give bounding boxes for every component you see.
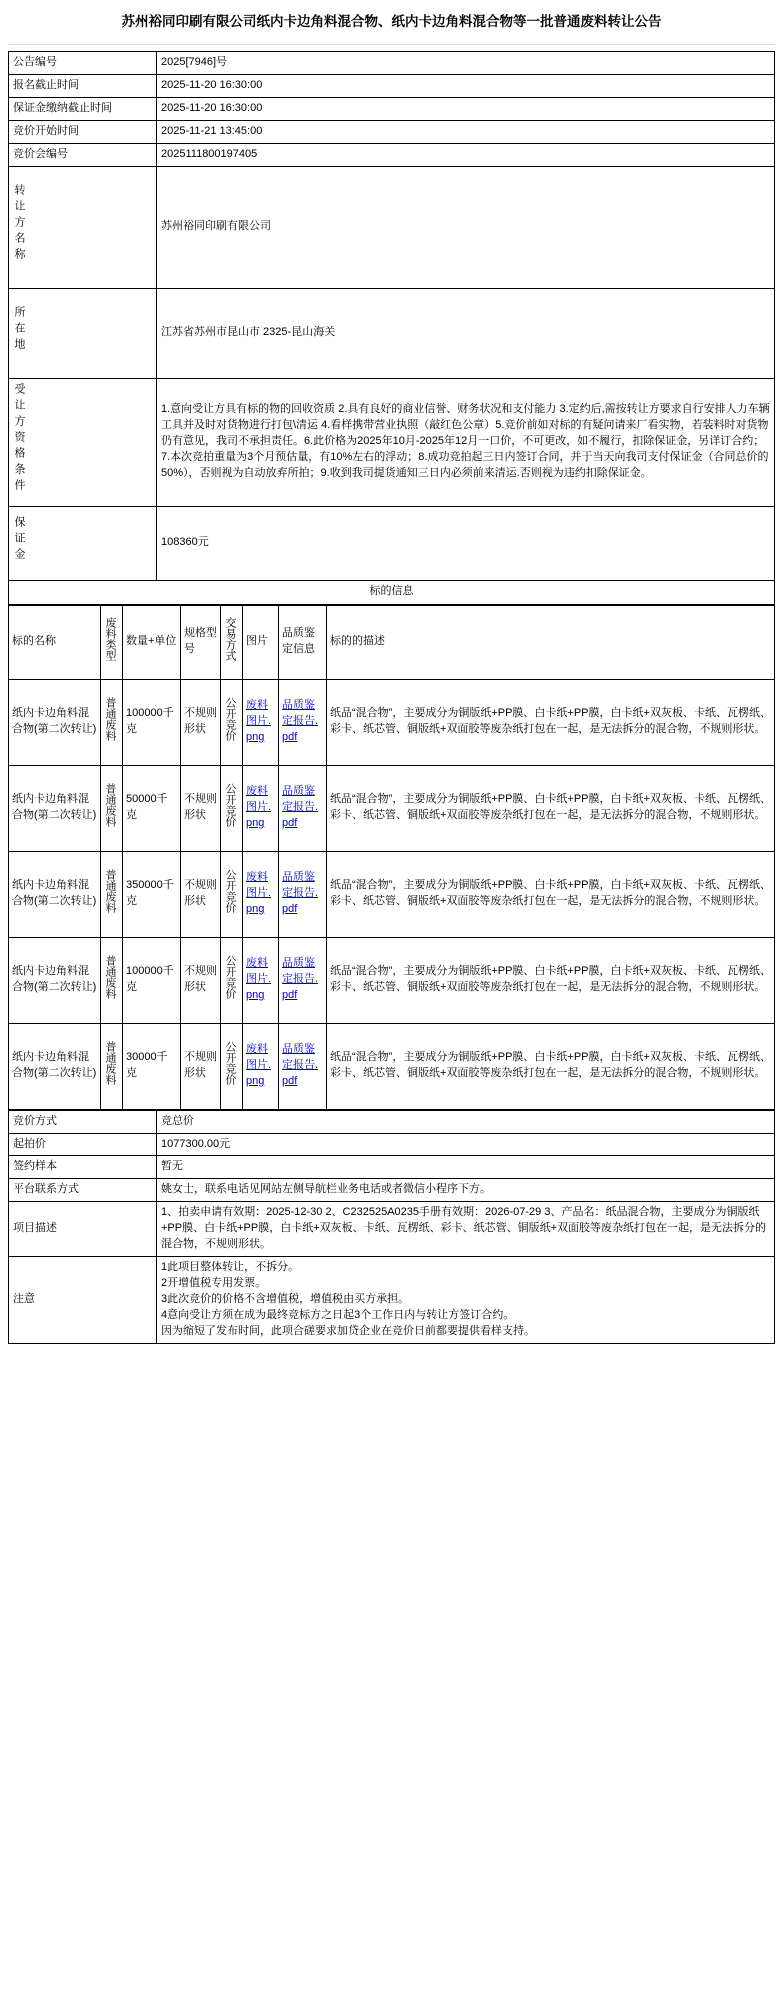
row-value-contract-sample: 暂无 <box>157 1156 775 1179</box>
footer-info-table <box>8 1110 775 1344</box>
notice-line: 4意向受让方须在成为最终竞标方之日起3个工作日内与转让方签订合约。 <box>161 1308 515 1321</box>
cell-quantity: 100000千克 <box>123 679 181 765</box>
column-header-quantity: 数量+单位 <box>123 605 181 679</box>
notice-line: 1此项目整体转让，不拆分。 <box>161 1261 300 1274</box>
row-label-bid-mode: 竞价方式 <box>9 1110 157 1133</box>
cell-picture[interactable] <box>243 679 279 765</box>
row-label-deposit-deadline: 保证金缴纳截止时间 <box>9 97 157 120</box>
cell-spec: 不规则形状 <box>181 937 221 1023</box>
table-row <box>9 51 775 74</box>
table-row <box>9 143 775 166</box>
cell-item-name: 纸内卡边角料混合物(第二次转让) <box>9 1023 101 1109</box>
cell-trade-mode: 公开竞价 <box>221 1023 243 1109</box>
table-row <box>9 1202 775 1257</box>
column-header-description: 标的的描述 <box>327 605 775 679</box>
cell-waste-type: 普通废料 <box>101 765 123 851</box>
row-label-bidding-session-no: 竞价会编号 <box>9 143 157 166</box>
cell-item-name: 纸内卡边角料混合物(第二次转让) <box>9 765 101 851</box>
column-header-trade-mode: 交易方式 <box>221 605 243 679</box>
cell-description: 纸品“混合物”，主要成分为铜版纸+PP膜、白卡纸+PP膜，白卡纸+双灰板、卡纸、瓦楞纸、彩卡、纸芯管、铜版纸+双面胶等废杂纸打包在一起，是无法拆分的混合物，不规则形状。 <box>327 765 775 851</box>
row-value-location: 江苏省苏州市昆山市 2325-昆山海关 <box>157 288 775 378</box>
cell-trade-mode: 公开竞价 <box>221 851 243 937</box>
quality-report-link[interactable]: 品质鉴定报告.pdf <box>282 699 319 744</box>
table-row <box>9 1257 775 1344</box>
cell-description: 纸品“混合物”，主要成分为铜版纸+PP膜、白卡纸+PP膜，白卡纸+双灰板、卡纸、瓦楞纸、彩卡、纸芯管、铜版纸+双面胶等废杂纸打包在一起，是无法拆分的混合物，不规则形状。 <box>327 679 775 765</box>
cell-item-name: 纸内卡边角料混合物(第二次转让) <box>9 937 101 1023</box>
table-row <box>9 74 775 97</box>
cell-quality-report[interactable] <box>279 679 327 765</box>
cell-quality-report[interactable] <box>279 851 327 937</box>
items-section-heading-row <box>9 580 775 604</box>
cell-picture[interactable] <box>243 1023 279 1109</box>
waste-picture-link[interactable]: 废料图片.png <box>246 699 272 744</box>
page-title: 苏州裕同印刷有限公司纸内卡边角料混合物、纸内卡边角料混合物等一批普通废料转让公告 <box>121 14 662 29</box>
row-label-notice: 注意 <box>9 1257 157 1344</box>
cell-picture[interactable] <box>243 937 279 1023</box>
quality-report-link[interactable]: 品质鉴定报告.pdf <box>282 1043 319 1088</box>
cell-trade-mode: 公开竞价 <box>221 937 243 1023</box>
table-row <box>9 288 775 378</box>
row-value-bidding-start-time: 2025-11-21 13:45:00 <box>157 120 775 143</box>
row-value-platform-contact: 姚女士，联系电话见网站左侧导航栏业务电话或者微信小程序下方。 <box>157 1179 775 1202</box>
cell-quality-report[interactable] <box>279 1023 327 1109</box>
cell-waste-type: 普通废料 <box>101 679 123 765</box>
row-value-deposit: 108360元 <box>157 506 775 580</box>
table-row <box>9 1110 775 1133</box>
cell-description: 纸品“混合物”，主要成分为铜版纸+PP膜、白卡纸+PP膜，白卡纸+双灰板、卡纸、瓦楞纸、彩卡、纸芯管、铜版纸+双面胶等废杂纸打包在一起，是无法拆分的混合物，不规则形状。 <box>327 937 775 1023</box>
table-row <box>9 506 775 580</box>
table-row <box>9 166 775 288</box>
cell-item-name: 纸内卡边角料混合物(第二次转让) <box>9 851 101 937</box>
row-value-start-price: 1077300.00元 <box>157 1133 775 1156</box>
row-label-start-price: 起拍价 <box>9 1133 157 1156</box>
row-label-bidding-start-time: 竞价开始时间 <box>9 120 157 143</box>
row-label-qualification: 受让方资格条件 <box>9 378 157 506</box>
row-label-platform-contact: 平台联系方式 <box>9 1179 157 1202</box>
row-label-announcement-no: 公告编号 <box>9 51 157 74</box>
column-header-waste-type: 废料类型 <box>101 605 123 679</box>
cell-quality-report[interactable] <box>279 765 327 851</box>
row-value-transferor-name: 苏州裕同印刷有限公司 <box>157 166 775 288</box>
row-label-project-description: 项目描述 <box>9 1202 157 1257</box>
column-header-spec-model: 规格型号 <box>181 605 221 679</box>
row-value-notice <box>157 1257 775 1344</box>
table-row <box>9 1133 775 1156</box>
cell-description: 纸品“混合物”，主要成分为铜版纸+PP膜、白卡纸+PP膜，白卡纸+双灰板、卡纸、瓦楞纸、彩卡、纸芯管、铜版纸+双面胶等废杂纸打包在一起，是无法拆分的混合物，不规则形状。 <box>327 1023 775 1109</box>
column-header-item-name: 标的名称 <box>9 605 101 679</box>
cell-spec: 不规则形状 <box>181 765 221 851</box>
cell-spec: 不规则形状 <box>181 1023 221 1109</box>
table-row <box>9 937 775 1023</box>
waste-picture-link[interactable]: 废料图片.png <box>246 1043 272 1088</box>
waste-picture-link[interactable]: 废料图片.png <box>246 871 272 916</box>
announcement-main-table <box>8 51 775 605</box>
cell-quantity: 350000千克 <box>123 851 181 937</box>
cell-item-name: 纸内卡边角料混合物(第二次转让) <box>9 679 101 765</box>
row-value-registration-deadline: 2025-11-20 16:30:00 <box>157 74 775 97</box>
cell-waste-type: 普通废料 <box>101 1023 123 1109</box>
table-row <box>9 120 775 143</box>
waste-picture-link[interactable]: 废料图片.png <box>246 785 272 830</box>
row-label-registration-deadline: 报名截止时间 <box>9 74 157 97</box>
cell-quality-report[interactable] <box>279 937 327 1023</box>
column-header-picture: 图片 <box>243 605 279 679</box>
quality-report-link[interactable]: 品质鉴定报告.pdf <box>282 871 319 916</box>
waste-picture-link[interactable]: 废料图片.png <box>246 957 272 1002</box>
row-value-announcement-no: 2025[7946]号 <box>157 51 775 74</box>
row-label-deposit: 保证金 <box>9 506 157 580</box>
cell-quantity: 50000千克 <box>123 765 181 851</box>
notice-line: 2开增值税专用发票。 <box>161 1277 267 1290</box>
cell-picture[interactable] <box>243 851 279 937</box>
table-row <box>9 97 775 120</box>
cell-description: 纸品“混合物”，主要成分为铜版纸+PP膜、白卡纸+PP膜，白卡纸+双灰板、卡纸、瓦楞纸、彩卡、纸芯管、铜版纸+双面胶等废杂纸打包在一起，是无法拆分的混合物，不规则形状。 <box>327 851 775 937</box>
cell-spec: 不规则形状 <box>181 851 221 937</box>
row-value-bidding-session-no: 2025111800197405 <box>157 143 775 166</box>
row-label-contract-sample: 签约样本 <box>9 1156 157 1179</box>
notice-line: 3此次竞价的价格不含增值税，增值税由买方承担。 <box>161 1293 410 1306</box>
title-divider <box>8 44 775 45</box>
items-table <box>8 605 775 1110</box>
column-header-quality-info: 品质鉴定信息 <box>279 605 327 679</box>
quality-report-link[interactable]: 品质鉴定报告.pdf <box>282 957 319 1002</box>
cell-spec: 不规则形状 <box>181 679 221 765</box>
cell-trade-mode: 公开竞价 <box>221 679 243 765</box>
table-row <box>9 679 775 765</box>
row-value-bid-mode: 竞总价 <box>157 1110 775 1133</box>
table-row <box>9 851 775 937</box>
cell-waste-type: 普通废料 <box>101 937 123 1023</box>
cell-quantity: 100000千克 <box>123 937 181 1023</box>
cell-quantity: 30000千克 <box>123 1023 181 1109</box>
items-table-header-row <box>9 605 775 679</box>
row-value-deposit-deadline: 2025-11-20 16:30:00 <box>157 97 775 120</box>
cell-waste-type: 普通废料 <box>101 851 123 937</box>
items-section-heading: 标的信息 <box>9 580 775 604</box>
notice-line: 因为缩短了发布时间，此项合磋要求加贷企业在竞价日前都要提供看样支持。 <box>161 1324 535 1337</box>
table-row <box>9 765 775 851</box>
table-row <box>9 1023 775 1109</box>
row-label-transferor-name: 转让方名称 <box>9 166 157 288</box>
row-value-qualification: 1.意向受让方具有标的物的回收资质 2.具有良好的商业信誉、财务状况和支付能力 3.定约后,需按转让方要求自行安排人力车辆工具并及时对货物进行打包\清运 4.看样携带营业执照（敲红色公章）5.竞价前如对标的有疑问请来厂看实物，若装料时对货物仍有意见，我司不承担责任。6.此价格为2025年10月-2025年12月一口价，不可更改，如不履行，扣除保证金，另详订合约；7.本次竞拍重量为3个月预估量，有10%左右的浮动；8.成功竞拍起三日内签订合同，并于当天向我司支付保证金（合同总价的50%），否则视为自动放弃所拍；9.收到我司提货通知三日内必须前来清运.否则视为违约扣除保证金。 <box>157 378 775 506</box>
cell-picture[interactable] <box>243 765 279 851</box>
table-row <box>9 1179 775 1202</box>
row-value-project-description: 1、拍卖申请有效期：2025-12-30 2、C232525A0235手册有效期：2026-07-29 3、产品名：纸品混合物，主要成分为铜版纸+PP膜、白卡纸+PP膜，白卡纸+双灰板、卡纸、瓦楞纸、彩卡、纸芯管、铜版纸+双面胶等废杂纸打包在一起，是无法拆分的混合物，不规则形状。 <box>157 1202 775 1257</box>
table-row <box>9 1156 775 1179</box>
cell-trade-mode: 公开竞价 <box>221 765 243 851</box>
table-row <box>9 378 775 506</box>
row-label-location: 所在地 <box>9 288 157 378</box>
items-table-body <box>9 679 775 1109</box>
quality-report-link[interactable]: 品质鉴定报告.pdf <box>282 785 319 830</box>
